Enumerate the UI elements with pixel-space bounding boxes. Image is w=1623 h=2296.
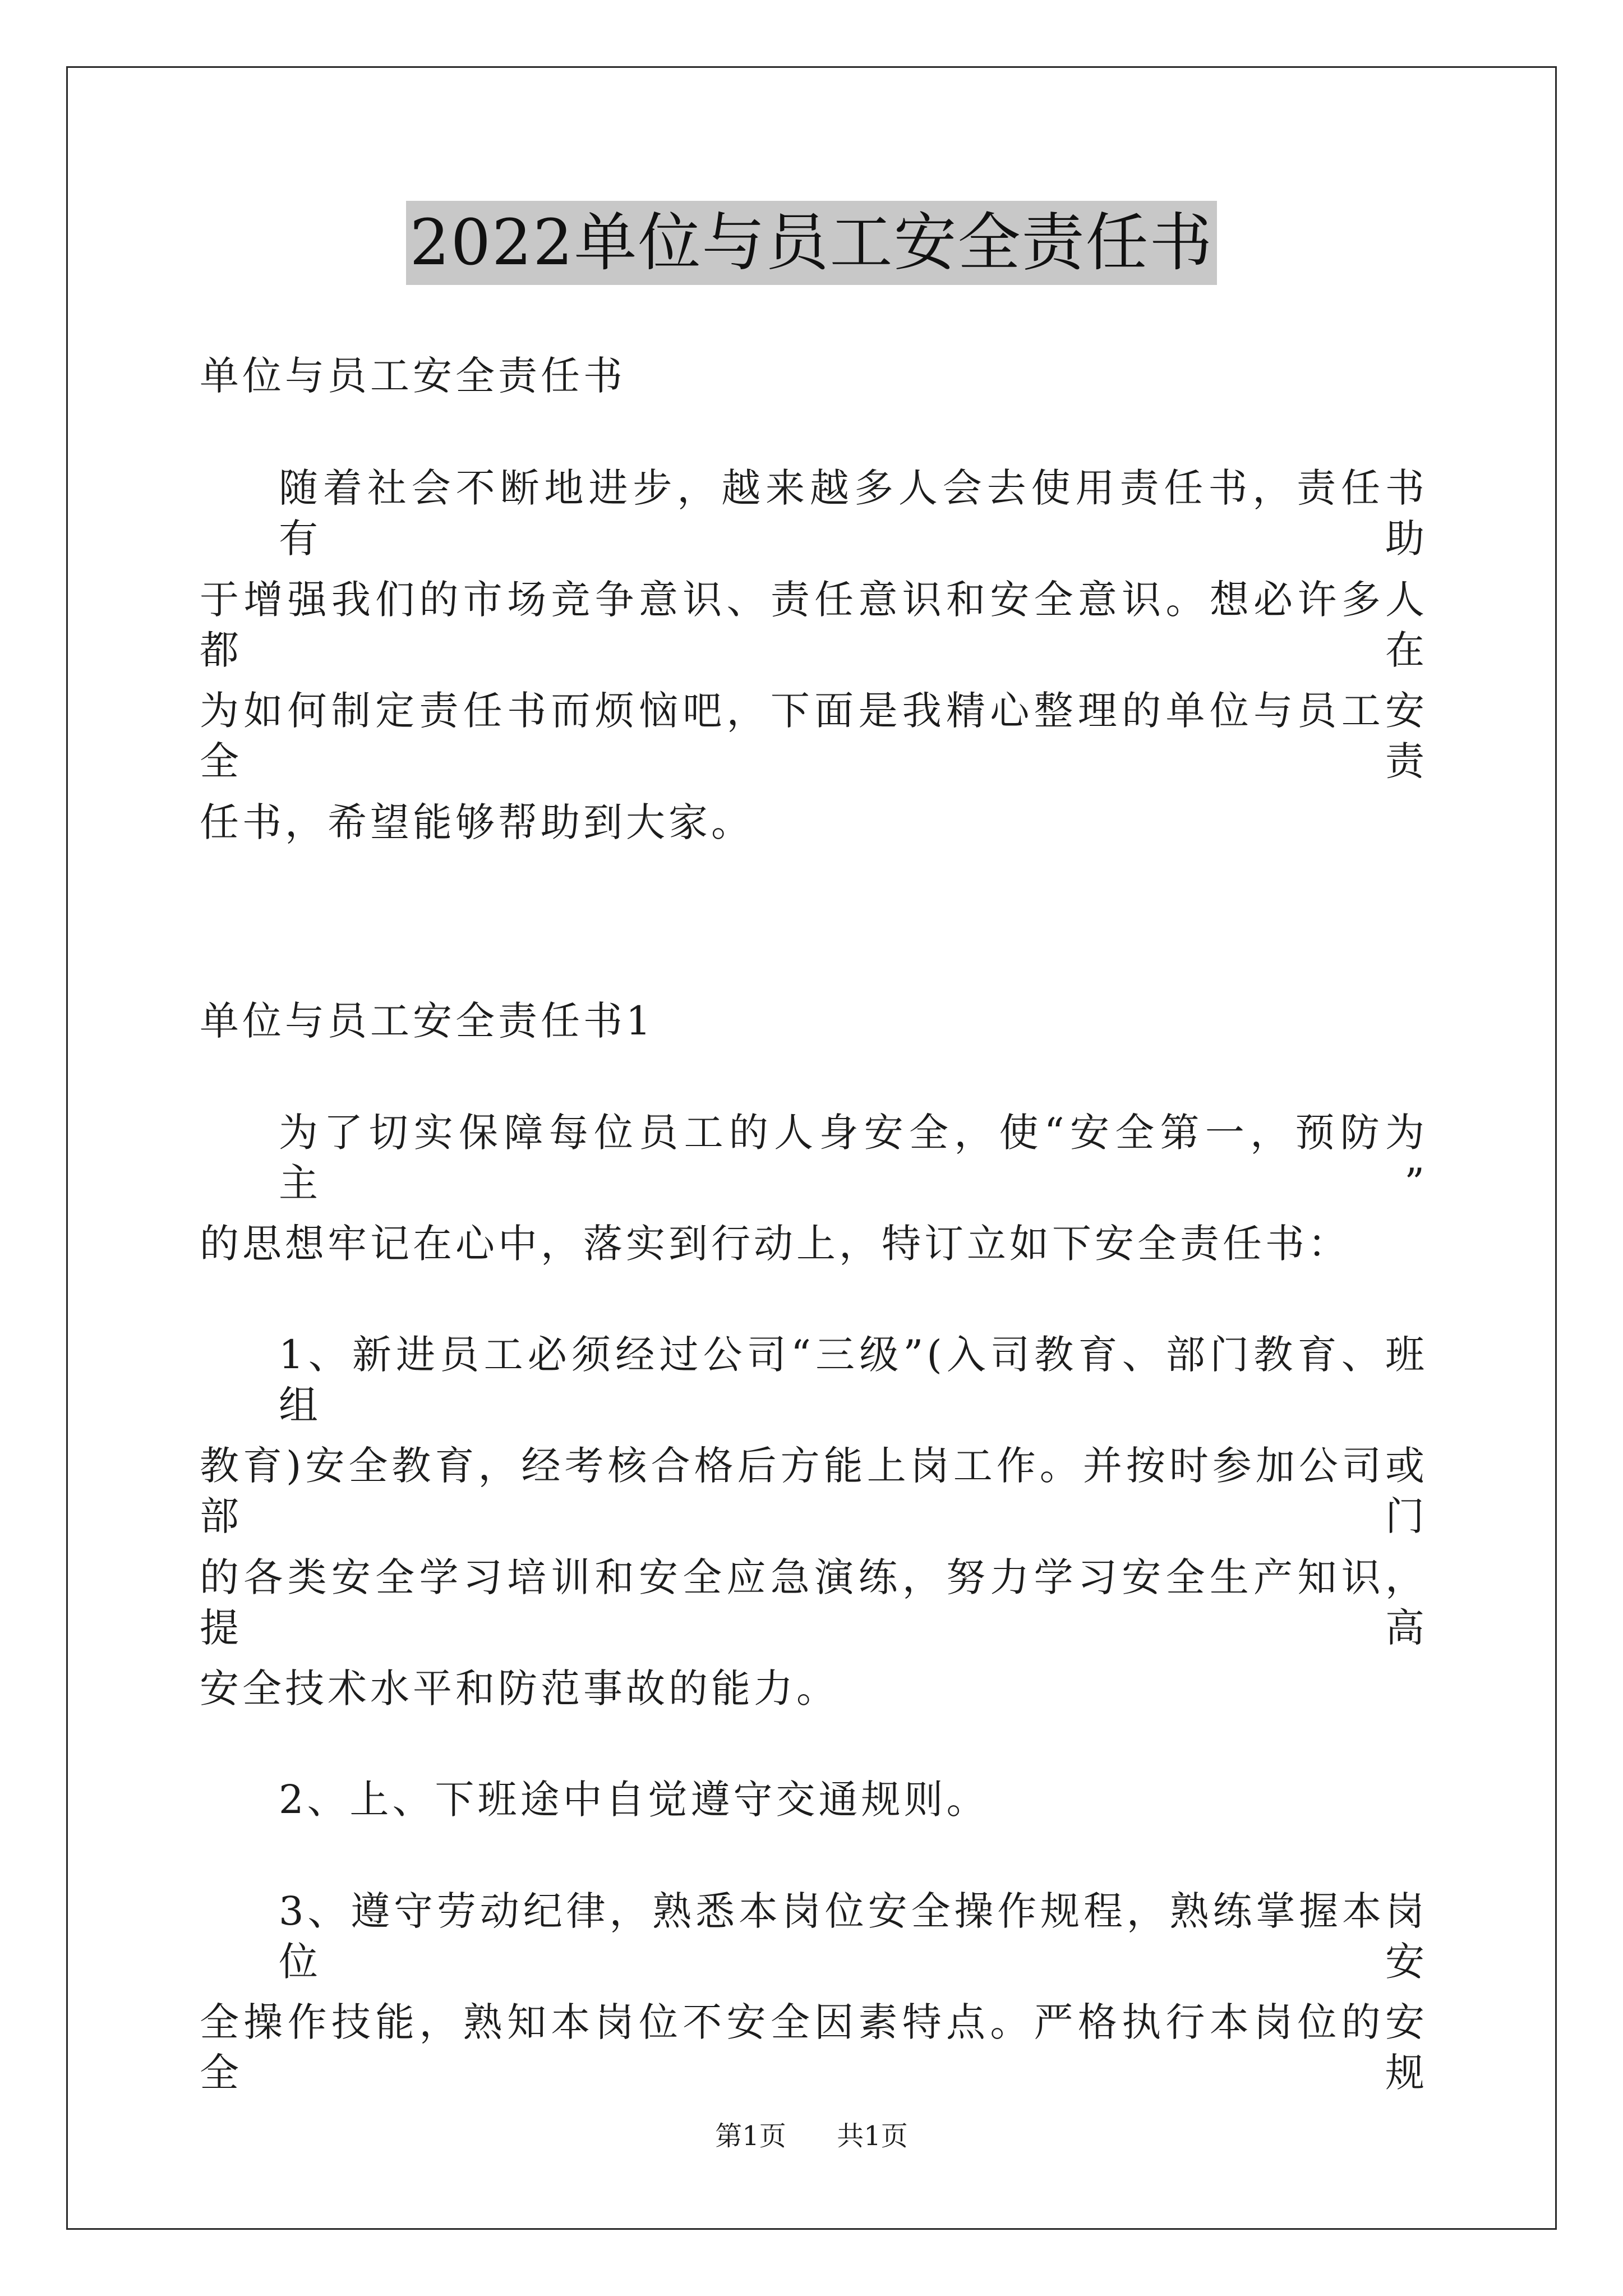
page-total: 共1页 (837, 2120, 908, 2152)
paragraph-line: 随着社会不断地进步，越来越多人会去使用责任书，责任书有助 (279, 465, 1428, 562)
page-number: 第1页 (715, 2120, 786, 2152)
paragraph-line: 为了切实保障每位员工的人身安全，使“安全第一，预防为主” (279, 1110, 1428, 1206)
paragraph-line: 的各类安全学习培训和安全应急演练，努力学习安全生产知识，提高 (200, 1554, 1428, 1651)
paragraph-line: 2、上、下班途中自觉遵守交通规则。 (279, 1777, 989, 1823)
document-title: 2022单位与员工安全责任书 (406, 201, 1216, 285)
paragraph-line: 的思想牢记在心中，落实到行动上，特订立如下安全责任书： (200, 1221, 1350, 1267)
paragraph-line: 任书，希望能够帮助到大家。 (200, 799, 754, 845)
paragraph-line: 教育)安全教育，经考核合格后方能上岗工作。并按时参加公司或部门 (200, 1443, 1428, 1539)
paragraph-line: 为如何制定责任书而烦恼吧，下面是我精心整理的单位与员工安全责 (200, 688, 1428, 784)
paragraph-line: 1、新进员工必须经过公司“三级”(入司教育、部门教育、班组 (279, 1332, 1428, 1428)
page-footer (0, 2119, 1623, 2153)
paragraph-line: 3、遵守劳动纪律，熟悉本岗位安全操作规程，熟练掌握本岗位安 (279, 1888, 1428, 1985)
paragraph-line: 全操作技能，熟知本岗位不安全因素特点。严格执行本岗位的安全规 (200, 1999, 1428, 2096)
title-container (0, 201, 1623, 285)
paragraph-line: 安全技术水平和防范事故的能力。 (200, 1665, 839, 1711)
section-heading: 单位与员工安全责任书 (200, 353, 626, 399)
section-heading: 单位与员工安全责任书1 (200, 998, 654, 1044)
paragraph-line: 于增强我们的市场竞争意识、责任意识和安全意识。想必许多人都在 (200, 577, 1428, 673)
